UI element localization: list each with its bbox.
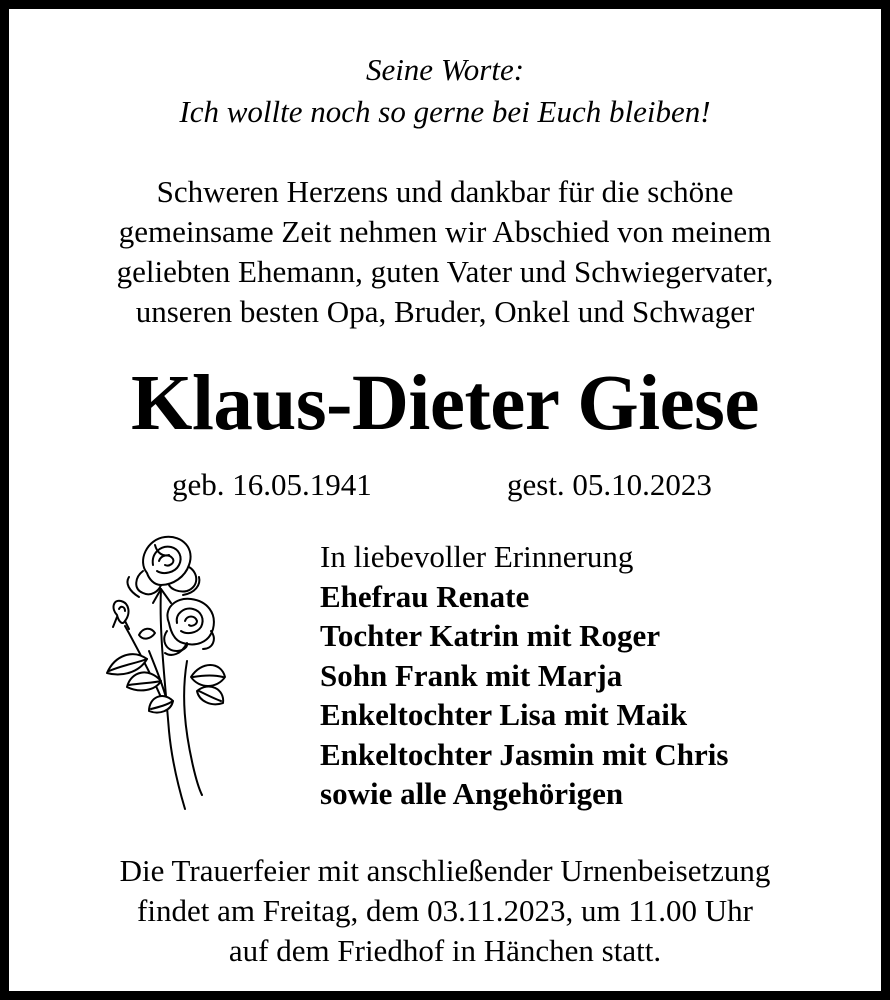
intro-line: gemeinsame Zeit nehmen wir Abschied von meinem xyxy=(118,214,772,249)
mourner-name: Sohn Frank mit Marja xyxy=(320,657,623,693)
death-date: gest. 05.10.2023 xyxy=(507,467,712,502)
motto-line: Ich wollte noch so gerne bei Euch bleiben! xyxy=(179,94,711,129)
funeral-line: Die Trauerfeier mit anschließender Urnenbeisetzung xyxy=(119,853,771,888)
motto-line: Seine Worte: xyxy=(365,52,525,87)
intro-text xyxy=(9,172,881,332)
intro-line: unseren besten Opa, Bruder, Onkel und Schwager xyxy=(135,294,755,329)
funeral-details xyxy=(9,851,881,971)
mourners-list xyxy=(320,537,728,814)
birth-date: geb. 16.05.1941 xyxy=(172,467,372,502)
rose-icon xyxy=(99,531,229,813)
intro-line: Schweren Herzens und dankbar für die schöne xyxy=(156,174,734,209)
funeral-line: findet am Freitag, dem 03.11.2023, um 11.00 Uhr xyxy=(137,893,753,928)
mourner-name: Tochter Katrin mit Roger xyxy=(320,618,661,653)
deceased-name: Klaus-Dieter Giese xyxy=(131,360,759,447)
motto xyxy=(9,49,881,133)
mourner-name: Enkeltochter Jasmin mit Chris xyxy=(320,736,729,772)
mourner-name: Ehefrau Renate xyxy=(320,578,530,614)
intro-line: geliebten Ehemann, guten Vater und Schwiegervater, xyxy=(116,254,774,289)
mourner-name: sowie alle Angehörigen xyxy=(320,776,624,811)
funeral-line: auf dem Friedhof in Hänchen statt. xyxy=(228,933,662,968)
mourners-heading: In liebevoller Erinnerung xyxy=(320,539,634,574)
mourner-name: Enkeltochter Lisa mit Maik xyxy=(320,697,688,732)
